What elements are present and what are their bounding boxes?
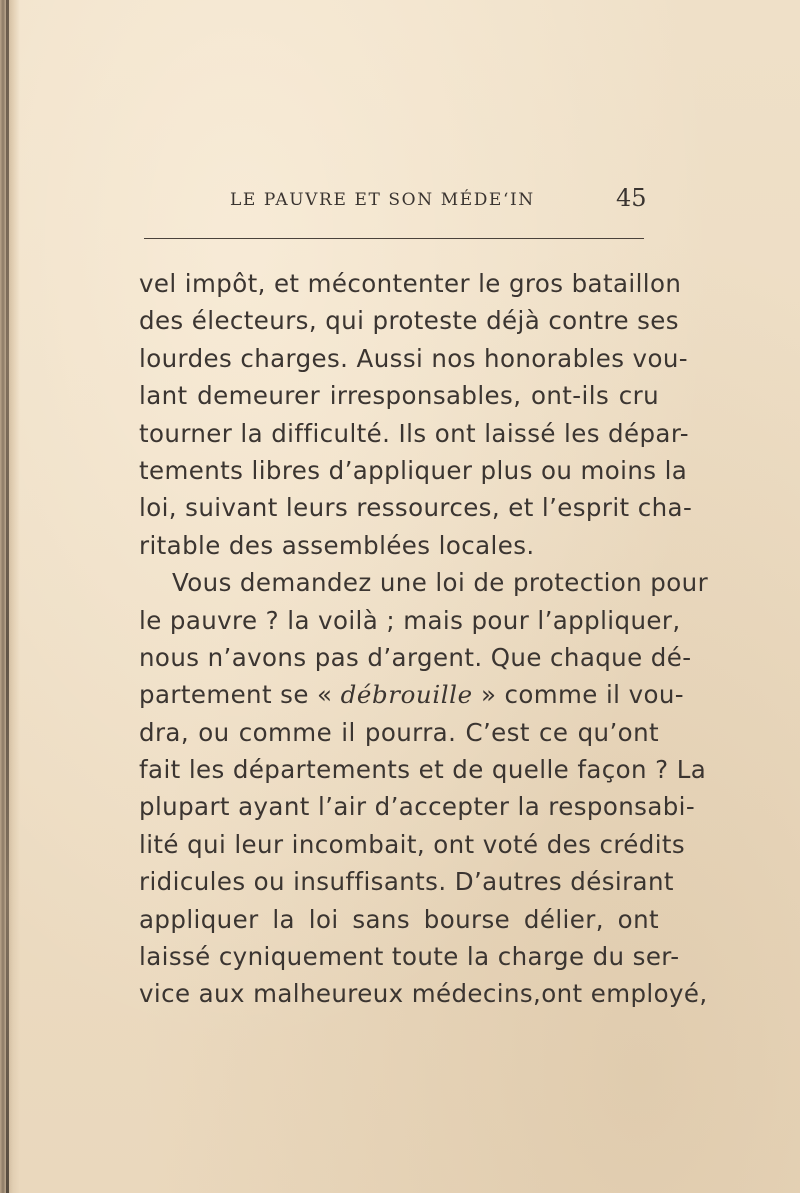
running-head: [140, 182, 652, 222]
text-fragment: partement se «: [139, 680, 333, 710]
italic-word: débrouille: [340, 680, 473, 710]
page-number: 45: [616, 184, 647, 212]
text-line: tourner la difficulté. Ils ont laissé les dépar-: [139, 418, 689, 448]
text-line: ritable des assemblées locales.: [139, 530, 535, 560]
text-line: Vous demandez une loi de protection pour: [172, 568, 709, 598]
text-line: vice aux malheureux médecins,ont employé,: [139, 979, 708, 1009]
header-rule: [144, 238, 644, 239]
text-line: lant demeurer irresponsables, ont-ils cru: [139, 381, 659, 411]
text-line: loi, suivant leurs ressources, et l’esprit cha-: [139, 493, 693, 523]
text-line: appliquer la loi sans bourse délier, ont: [139, 904, 659, 934]
text-line: vel impôt, et mécontenter le gros bataillon: [139, 269, 682, 298]
text-line: plupart ayant l’air d’accepter la responsabi-: [139, 792, 696, 822]
text-fragment: » comme il vou-: [480, 680, 685, 710]
text-line: ridicules ou insuffisants. D’autres désirant: [139, 867, 674, 897]
text-line: le pauvre ? la voilà ; mais pour l’appliquer,: [139, 605, 681, 635]
text-line: fait les départements et de quelle façon ? La: [139, 755, 707, 785]
text-line: des électeurs, qui proteste déjà contre ses: [139, 306, 679, 336]
running-head-title: LE PAUVRE ET SON MÉDE‘IN: [230, 190, 535, 210]
text-line: dra, ou comme il pourra. C’est ce qu’ont: [139, 717, 659, 747]
text-line: lité qui leur incombait, ont voté des crédits: [139, 829, 686, 859]
text-line: lourdes charges. Aussi nos honorables vou-: [139, 343, 689, 373]
body-text: [139, 265, 709, 1013]
text-line-with-italic: [139, 676, 685, 713]
text-line: nous n’avons pas d’argent. Que chaque dé-: [139, 642, 692, 672]
text-line: laissé cyniquement toute la charge du ser-: [139, 942, 680, 972]
text-line: tements libres d’appliquer plus ou moins la: [139, 455, 688, 485]
